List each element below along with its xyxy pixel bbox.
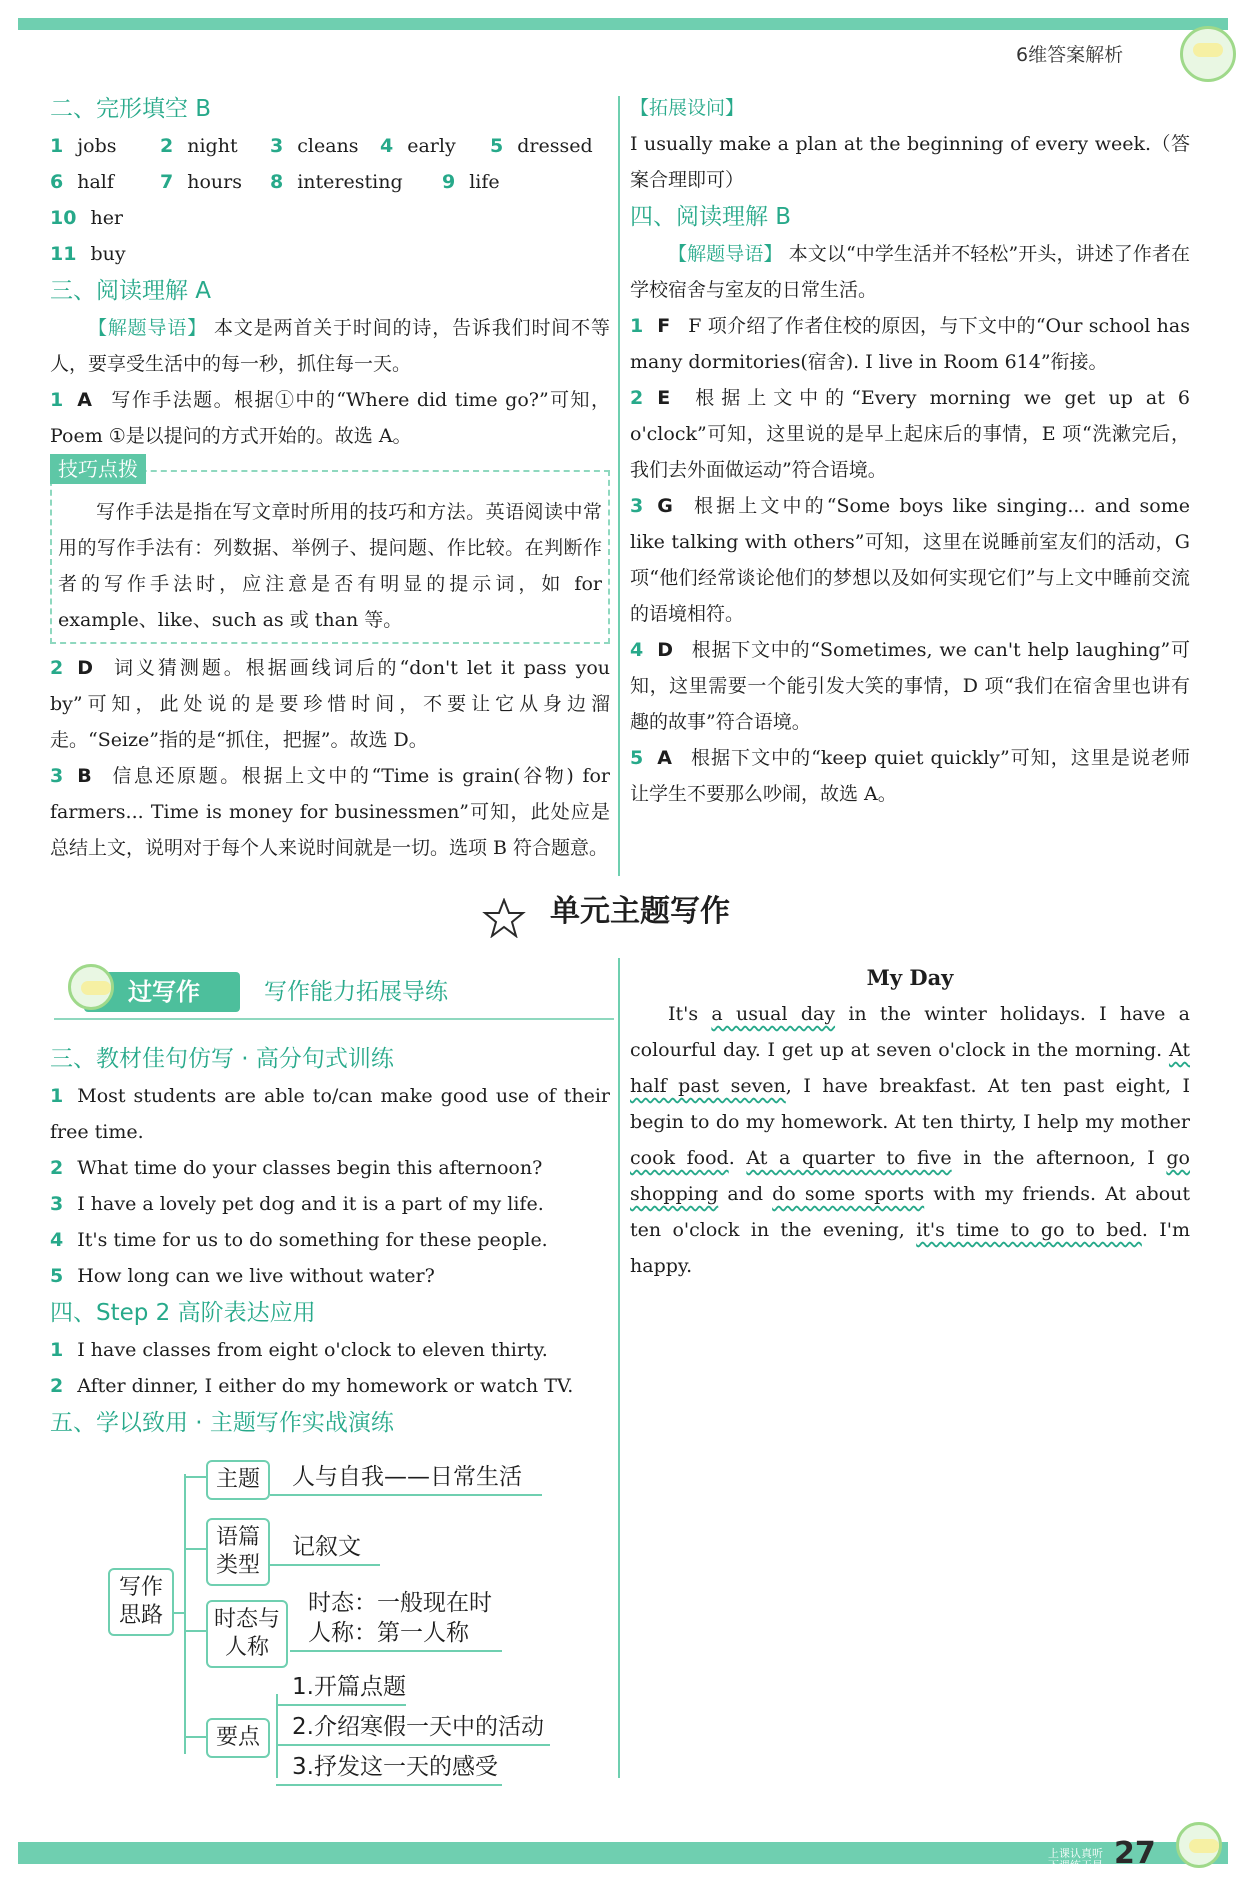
sentence-item bbox=[50, 1222, 610, 1258]
footer-slogan-2: 下课练天星 bbox=[1048, 1859, 1103, 1872]
mindmap-root-text: 写作思路 bbox=[118, 1575, 163, 1628]
mindmap-genre-label bbox=[206, 1518, 270, 1586]
answer-text: 根据下文中的“Sometimes, we can't help laughing”可知，这里需要一个能引发大笑的事情，D 项“我们在宿舍里也讲有趣的故事”符合语境。 bbox=[630, 639, 1190, 733]
mindmap-underline bbox=[290, 1650, 502, 1652]
genre-label-text: 语篇类型 bbox=[215, 1525, 260, 1578]
mascot-icon bbox=[1180, 26, 1236, 82]
answer-item bbox=[630, 632, 1190, 740]
section-reading-b-title: 四、阅读理解 B bbox=[630, 204, 792, 230]
sentence-item bbox=[50, 1368, 610, 1404]
answer-number: 5 bbox=[490, 135, 504, 157]
step2-list bbox=[50, 1332, 610, 1404]
answer-number: 2 bbox=[630, 387, 644, 409]
tense-label-text: 时态与人称 bbox=[214, 1607, 281, 1660]
tip-label: 技巧点拨 bbox=[50, 454, 146, 484]
answer-number: 2 bbox=[50, 657, 64, 679]
extension-text: I usually make a plan at the beginning of every week.（答案合理即可） bbox=[630, 133, 1190, 191]
answer-item bbox=[630, 488, 1190, 632]
answer-number: 3 bbox=[630, 495, 644, 517]
answer-3 bbox=[50, 758, 610, 866]
answer-text: 写作手法题。根据①中的“Where did time go?”可知，Poem ①是以提问的方式开始的。故选 A。 bbox=[50, 389, 610, 447]
answer-word: half bbox=[77, 171, 114, 193]
page-number: 27 bbox=[1114, 1836, 1156, 1871]
answer-number: 1 bbox=[630, 315, 644, 337]
essay-highlight: At a quarter to five bbox=[746, 1147, 952, 1169]
answer-number: 6 bbox=[50, 171, 64, 193]
extension-tag: 【拓展设问】 bbox=[630, 97, 745, 119]
unit-title-text: 单元主题写作 bbox=[550, 894, 730, 929]
guide-paragraph-b bbox=[630, 236, 1190, 308]
essay-highlight: do some sports bbox=[772, 1183, 925, 1205]
sentence-number: 2 bbox=[50, 1375, 64, 1397]
answer-number: 11 bbox=[50, 243, 77, 265]
answer-text: 根据上文中的“Some boys like singing... and some like talking with others”可知，这里在说睡前室友们的活动，G 项“他们经常谈论他们的梦想以及如何实现它们”与上文中睡前交流的语境相符。 bbox=[630, 495, 1190, 625]
mindmap-point-2: 2.介绍寒假一天中的活动 bbox=[292, 1714, 544, 1740]
answer-letter: E bbox=[657, 387, 671, 409]
cloze-answer bbox=[490, 128, 593, 164]
sentence-number: 3 bbox=[50, 1193, 64, 1215]
mindmap-topic-label bbox=[206, 1460, 270, 1500]
section-step2-title: 四、Step 2 高阶表达应用 bbox=[50, 1300, 316, 1326]
sentence-text: What time do your classes begin this afternoon? bbox=[77, 1157, 543, 1179]
footer-slogan-1: 上课认真听 bbox=[1048, 1847, 1103, 1860]
mindmap-trunk bbox=[184, 1474, 186, 1754]
essay-highlight: At half past seven bbox=[630, 1039, 1190, 1097]
cloze-answer bbox=[50, 200, 140, 236]
footer-mascot-icon bbox=[1176, 1822, 1222, 1868]
badge-underline bbox=[54, 1018, 614, 1020]
answer-word: jobs bbox=[77, 135, 117, 157]
extension-paragraph bbox=[630, 90, 1190, 198]
essay-segment: in the winter holidays. I have a colourful day. I get up at seven o'clock in the morning. bbox=[630, 1003, 1191, 1061]
essay-text bbox=[630, 996, 1190, 1284]
sentence-item bbox=[50, 1150, 610, 1186]
sentence-text: After dinner, I either do my homework or watch TV. bbox=[77, 1375, 574, 1397]
mindmap-branch bbox=[184, 1476, 208, 1478]
cloze-answer bbox=[160, 164, 244, 200]
sentence-number: 1 bbox=[50, 1339, 64, 1361]
section-practice-title: 五、学以致用 · 主题写作实战演练 bbox=[50, 1410, 394, 1436]
cloze-answer bbox=[50, 164, 134, 200]
answer-letter: B bbox=[77, 765, 92, 787]
mindmap-underline bbox=[270, 1564, 380, 1566]
sentence-text: It's time for us to do something for these people. bbox=[77, 1229, 548, 1251]
answer-number: 5 bbox=[630, 747, 644, 769]
guide-text-b: 本文以“中学生活并不轻松”开头，讲述了作者在学校宿舍与室友的日常生活。 bbox=[630, 243, 1190, 301]
answer-number: 4 bbox=[380, 135, 394, 157]
sentence-text: I have classes from eight o'clock to eleven thirty. bbox=[77, 1339, 548, 1361]
mindmap-person-value: 人称：第一人称 bbox=[308, 1620, 469, 1646]
essay-segment: in the afternoon, I bbox=[951, 1147, 1167, 1169]
sentence-list bbox=[50, 1078, 610, 1294]
mindmap-points-label bbox=[206, 1718, 270, 1758]
top-bar bbox=[18, 18, 1228, 30]
answer-number: 7 bbox=[160, 171, 174, 193]
answer-2 bbox=[50, 650, 610, 758]
answer-number: 1 bbox=[50, 389, 64, 411]
section-sentence-title: 三、教材佳句仿写 · 高分句式训练 bbox=[50, 1046, 394, 1072]
topic-label-text: 主题 bbox=[215, 1467, 260, 1492]
essay-highlight: a usual day bbox=[711, 1003, 836, 1025]
essay-highlight: cook food bbox=[630, 1147, 729, 1169]
right-column bbox=[630, 90, 1190, 812]
badge-subtitle: 写作能力拓展导练 bbox=[264, 979, 448, 1005]
answer-text: 根据上文中的“Every morning we get up at 6 o'clock”可知，这里说的是早上起床后的事情，E 项“洗漱完后，我们去外面做运动”符合语境。 bbox=[630, 387, 1190, 481]
mindmap-point-3: 3.抒发这一天的感受 bbox=[292, 1754, 498, 1780]
essay-segment: and bbox=[718, 1183, 773, 1205]
answer-word: buy bbox=[90, 243, 126, 265]
sentence-item bbox=[50, 1258, 610, 1294]
essay-column bbox=[630, 960, 1190, 1284]
sentence-item bbox=[50, 1186, 610, 1222]
guide-tag: 【解题导语】 bbox=[88, 317, 208, 339]
answer-word: hours bbox=[187, 171, 242, 193]
cloze-answer bbox=[380, 128, 464, 164]
answer-number: 3 bbox=[50, 765, 64, 787]
essay-highlight: it's time to go to bed bbox=[916, 1219, 1142, 1241]
essay-segment: , I have breakfast. At ten past eight, I begin to do my homework. At ten thirty, I help my mother bbox=[630, 1075, 1191, 1133]
answer-number: 1 bbox=[50, 135, 64, 157]
answer-text: 词义猜测题。根据画线词后的“don't let it pass you by”可知，此处说的是要珍惜时间，不要让它从身边溜走。“Seize”指的是“抓住，把握”。故选 D。 bbox=[50, 657, 610, 751]
mindmap-point-1: 1.开篇点题 bbox=[292, 1674, 406, 1700]
mindmap-root-link bbox=[172, 1612, 186, 1614]
answer-word: her bbox=[90, 207, 124, 229]
answer-text: 根据下文中的“keep quiet quickly”可知，这里是说老师让学生不要那么吵闹，故选 A。 bbox=[630, 747, 1190, 805]
mindmap-underline bbox=[276, 1784, 502, 1786]
mindmap-genre-value: 记叙文 bbox=[292, 1534, 361, 1560]
answer-number: 10 bbox=[50, 207, 77, 229]
answer-letter: A bbox=[657, 747, 672, 769]
mindmap-underline bbox=[276, 1704, 406, 1706]
left-column bbox=[50, 90, 610, 866]
sentence-text: I have a lovely pet dog and it is a part of my life. bbox=[77, 1193, 544, 1215]
footer-slogan bbox=[1048, 1848, 1103, 1872]
mindmap-tense-value: 时态：一般现在时 bbox=[308, 1590, 492, 1616]
answer-letter: F bbox=[657, 315, 671, 337]
tip-text: 写作手法是指在写文章时所用的技巧和方法。英语阅读中常用的写作手法有：列数据、举例子、提问题、作比较。在判断作者的写作手法时，应注意是否有明显的提示词，如 for example、like、such as 或 than 等。 bbox=[58, 501, 602, 631]
answer-letter: A bbox=[77, 389, 92, 411]
points-label-text: 要点 bbox=[215, 1725, 260, 1750]
guide-text: 本文是两首关于时间的诗，告诉我们时间不等人，要享受生活中的每一秒，抓住每一天。 bbox=[50, 317, 610, 375]
mindmap-branch bbox=[184, 1630, 208, 1632]
mindmap-branch bbox=[184, 1548, 208, 1550]
answer-text: F 项介绍了作者住校的原因，与下文中的“Our school has many dormitories(宿舍). I live in Room 614”衔接。 bbox=[630, 315, 1190, 373]
bottom-bar bbox=[18, 1842, 1228, 1864]
cloze-answer bbox=[270, 128, 359, 164]
section-cloze-title: 二、完形填空 B bbox=[50, 96, 212, 122]
sentence-number: 5 bbox=[50, 1265, 64, 1287]
sentence-number: 1 bbox=[50, 1085, 64, 1107]
tip-box bbox=[50, 457, 610, 644]
answer-item bbox=[630, 380, 1190, 488]
section-reading-a-title: 三、阅读理解 A bbox=[50, 278, 212, 304]
sentence-text: How long can we live without water? bbox=[77, 1265, 435, 1287]
answer-word: early bbox=[407, 135, 456, 157]
essay-title: My Day bbox=[866, 965, 954, 990]
sentence-item bbox=[50, 1078, 610, 1150]
column-divider-bottom bbox=[618, 958, 620, 1778]
reading-b-answers bbox=[630, 308, 1190, 812]
answer-letter: D bbox=[77, 657, 94, 679]
cloze-answer bbox=[160, 128, 244, 164]
sentence-number: 2 bbox=[50, 1157, 64, 1179]
cloze-answer bbox=[270, 164, 416, 200]
column-divider-top bbox=[618, 96, 620, 876]
cloze-answer bbox=[50, 236, 134, 272]
answer-letter: D bbox=[657, 639, 674, 661]
header-title: 6维答案解析 bbox=[1016, 44, 1124, 66]
answer-1 bbox=[50, 382, 610, 454]
answer-text: 信息还原题。根据上文中的“Time is grain(谷物) for farmers... Time is money for businessmen”可知，此处应是总结上文，说明对于每个人来说时间就是一切。选项 B 符合题意。 bbox=[50, 765, 610, 859]
writing-left-column bbox=[50, 1040, 610, 1442]
answer-word: night bbox=[187, 135, 238, 157]
answer-item bbox=[630, 308, 1190, 380]
answer-number: 9 bbox=[442, 171, 456, 193]
mindmap-underline bbox=[270, 1494, 542, 1496]
answer-item bbox=[630, 740, 1190, 812]
essay-segment: . I'm happy. bbox=[630, 1219, 1190, 1277]
mindmap-tense-label bbox=[206, 1600, 288, 1668]
answer-word: dressed bbox=[517, 135, 593, 157]
unit-title bbox=[488, 892, 730, 932]
answer-word: life bbox=[469, 171, 500, 193]
mindmap-root bbox=[108, 1568, 174, 1636]
cloze-answers bbox=[50, 128, 610, 272]
answer-number: 2 bbox=[160, 135, 174, 157]
answer-number: 4 bbox=[630, 639, 644, 661]
essay-segment: It's bbox=[668, 1003, 712, 1025]
answer-number: 8 bbox=[270, 171, 284, 193]
writing-badge: 过写作 bbox=[84, 972, 240, 1012]
essay-segment: with my friends. At about ten o'clock in the evening, bbox=[630, 1183, 1191, 1241]
mindmap-topic-value: 人与自我——日常生活 bbox=[292, 1464, 522, 1490]
answer-number: 3 bbox=[270, 135, 284, 157]
sentence-number: 4 bbox=[50, 1229, 64, 1251]
essay-segment: . bbox=[728, 1147, 747, 1169]
badge-mascot-icon bbox=[68, 964, 114, 1010]
mindmap-branch bbox=[184, 1736, 208, 1738]
cloze-answer bbox=[442, 164, 526, 200]
cloze-answer bbox=[50, 128, 134, 164]
answer-word: interesting bbox=[297, 171, 403, 193]
mindmap-underline bbox=[276, 1744, 550, 1746]
mindmap-points-trunk bbox=[276, 1694, 278, 1778]
sentence-item bbox=[50, 1332, 610, 1368]
essay-highlight: go shopping bbox=[630, 1147, 1190, 1205]
guide-tag-b: 【解题导语】 bbox=[668, 243, 783, 265]
answer-letter: G bbox=[657, 495, 673, 517]
answer-word: cleans bbox=[297, 135, 359, 157]
sentence-text: Most students are able to/can make good use of their free time. bbox=[50, 1085, 610, 1143]
guide-paragraph bbox=[50, 310, 610, 382]
